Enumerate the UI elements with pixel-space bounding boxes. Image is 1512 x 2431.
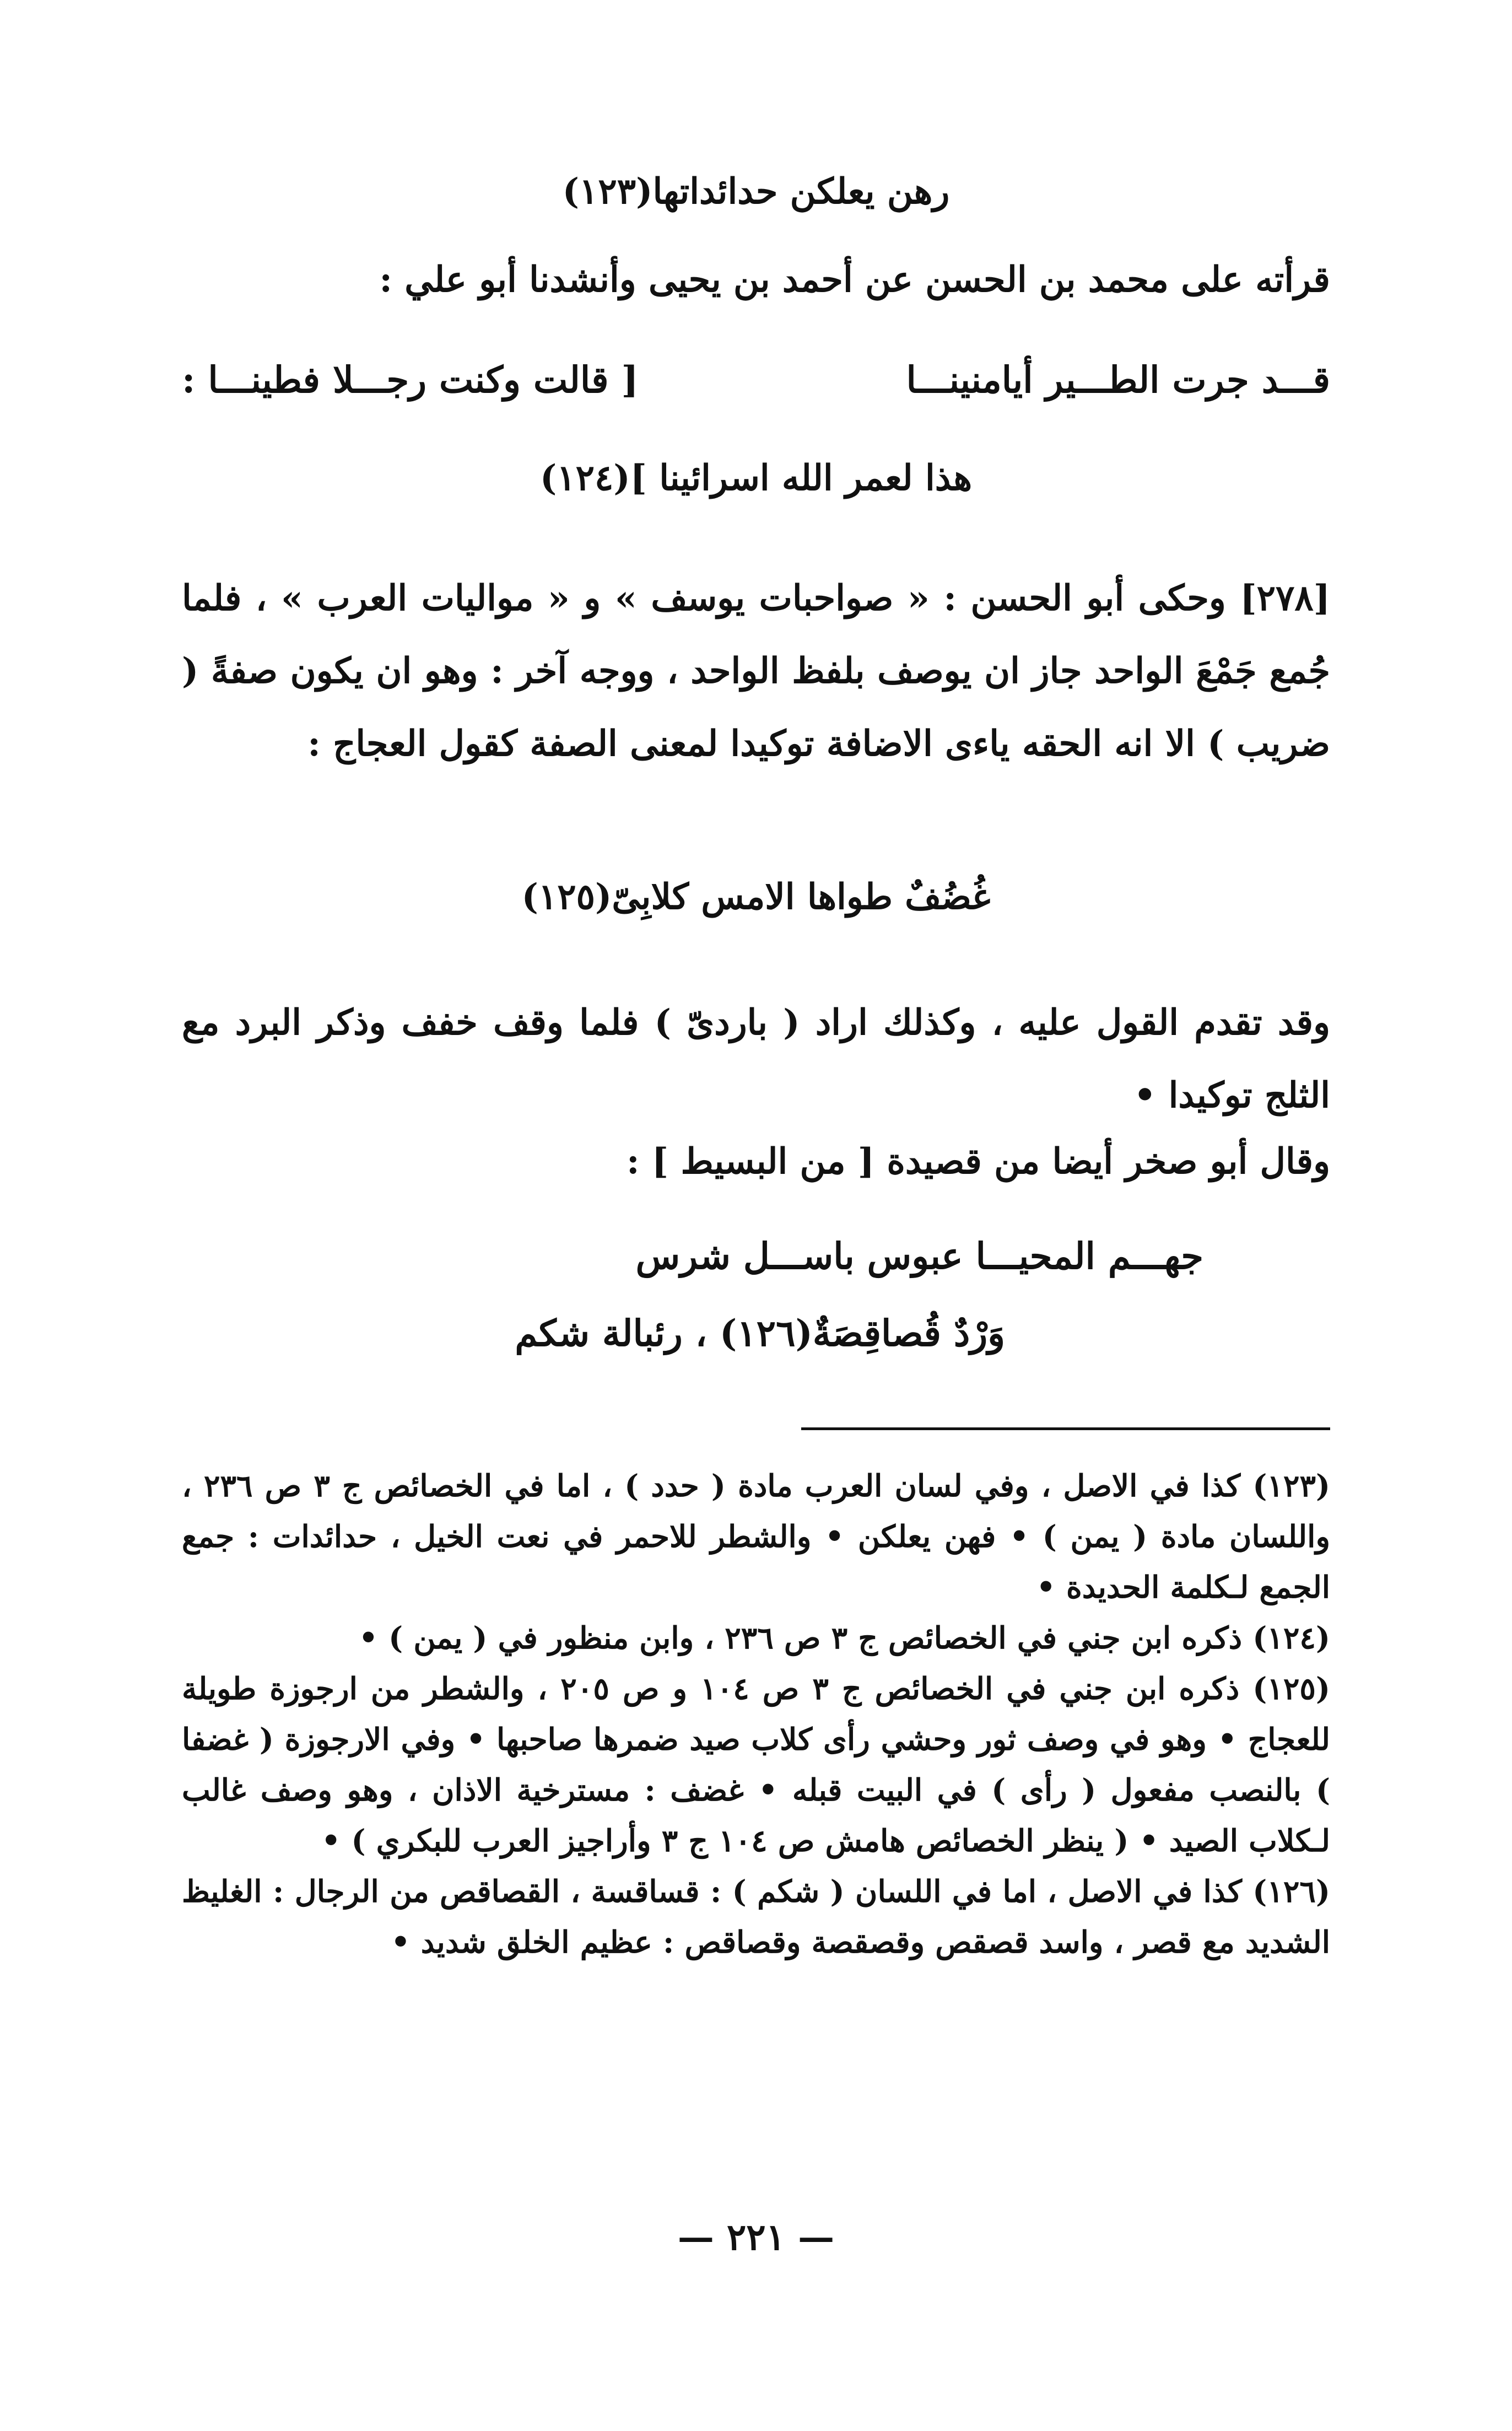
verse2-left-hemistich: [ قالت وكنت رجـــلا فطينـــا : [182, 358, 639, 401]
verse2-second-line: هذا لعمر الله اسرائينا ](١٢٤) [539, 457, 973, 499]
footnotes [182, 1460, 1330, 1968]
footnote-126: (١٢٦) كذا في الاصل ، اما في اللسان ( شكم ) : قساقسة ، القصاقص من الرجال : الغليظ الشديد مع قصر ، واسد قصقص وقصقصة وقصاقص : عظيم الخلق شديد • [182, 1873, 1330, 1960]
verse-top: رهن يعلكن حدائداتها(١٢٣) [562, 171, 950, 212]
page-number: — ٢٢١ — [677, 2216, 835, 2258]
footnote-125: (١٢٥) ذكره ابن جني في الخصائص ج ٣ ص ١٠٤ و ص ٢٠٥ ، والشطر من ارجوزة طويلة للعجاج • وهو في وصف ثور وحشي رأى كلاب صيد ضمرها صاحبها • وفي الارجوزة ( غضفا ) بالنصب مفعول ( رأى ) في البيت قبله • غضف : مسترخية الاذان ، وهو وصف غالب لـكلاب الصيد • ( ينظر الخصائص هامش ص ١٠٤ ج ٣ وأراجيز العرب للبكري ) • [182, 1670, 1330, 1858]
footnote-separator [801, 1427, 1330, 1430]
verse2-right-hemistich: قـــد جرت الطـــير أيامنينـــا [906, 358, 1330, 401]
paragraph-qad-taqaddam: وقد تقدم القول عليه ، وكذلك اراد ( باردىّ ) فلما وقف خفف وذكر البرد مع الثلج توكيدا • [182, 1002, 1330, 1116]
paragraph-abu-sakhr: وقال أبو صخر أيضا من قصيدة [ من البسيط ] : [627, 1141, 1330, 1182]
footnote-123: (١٢٣) كذا في الاصل ، وفي لسان العرب مادة ( حدد ) ، اما في الخصائص ج ٣ ص ٢٣٦ ، واللسان مادة ( يمن ) • فهن يعلكن • والشطر للاحمر في نعت الخيل ، حدائدات : جمع الجمع لـكلمة الحديدة • [182, 1468, 1331, 1605]
verse4-first-hemistich: جهـــم المحيـــا عبوس باســـل شرس [635, 1235, 1203, 1278]
reading-line: قرأته على محمد بن الحسن عن أحمد بن يحيى وأنشدنا أبو علي : [379, 259, 1330, 300]
paragraph-278: [٢٧٨] وحكى أبو الحسن : « صواحبات يوسف » و « مواليات العرب » ، فلما جُمع جَمْعَ الواحد جاز ان يوصف بلفظ الواحد ، ووجه آخر : وهو ان يكون صفةً ( ضريب ) الا انه الحقه ياءى الاضافة توكيدا لمعنى الصفة كقول العجاج : [182, 578, 1330, 764]
verse4-second-hemistich: وَرْدٌ قُصاقِصَةٌ(١٢٦) ، رئبالة شكم [515, 1312, 1005, 1355]
verse-ajjaj: غُضُفٌ طواها الامس كلابِىّ(١٢٥) [521, 876, 991, 918]
footnote-124: (١٢٤) ذكره ابن جني في الخصائص ج ٣ ص ٢٣٦ ، وابن منظور في ( يمن ) • [358, 1620, 1330, 1656]
